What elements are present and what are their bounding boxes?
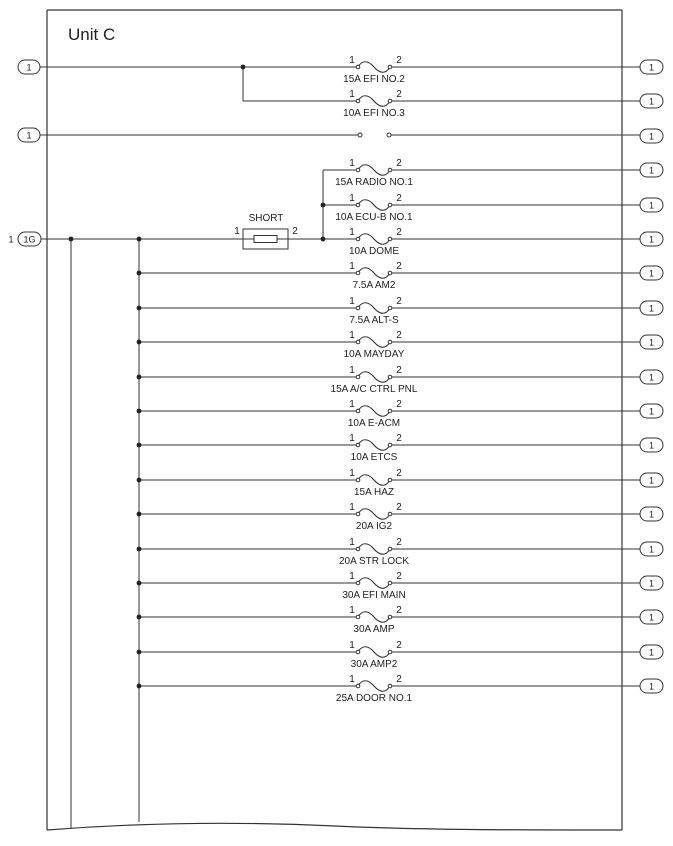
right-connector-label: 1 <box>648 406 655 417</box>
fuse-pin-1: 1 <box>349 55 355 66</box>
fuse-pin-1: 1 <box>349 158 355 169</box>
fuse-terminal <box>356 237 360 241</box>
fuse-pin-2: 2 <box>396 193 402 204</box>
right-connector-label: 1 <box>648 509 655 520</box>
fuse-pin-1: 1 <box>349 261 355 272</box>
main-connector-name: 1G <box>23 234 36 245</box>
right-connector-label: 1 <box>648 131 655 142</box>
fuse-label: 30A AMP2 <box>350 659 398 670</box>
fuse-row <box>343 55 663 85</box>
short-pin-right: 2 <box>292 226 298 237</box>
fuse-terminal <box>356 375 360 379</box>
fuse-terminal <box>356 271 360 275</box>
right-connector <box>640 370 663 384</box>
fuse-terminal <box>388 581 392 585</box>
fuse-terminal <box>356 203 360 207</box>
fuse-label: 10A ECU-B NO.1 <box>335 212 413 223</box>
right-connector <box>640 507 663 521</box>
fuse-terminal <box>388 271 392 275</box>
right-connector-label: 1 <box>648 165 655 176</box>
fuse-terminal <box>356 443 360 447</box>
right-connector <box>640 610 663 624</box>
right-connector-label: 1 <box>648 303 655 314</box>
right-connector <box>640 645 663 659</box>
unit-frame <box>47 10 622 830</box>
fuse-label: 25A DOOR NO.1 <box>335 693 413 704</box>
fuse-pin-2: 2 <box>396 537 402 548</box>
junction-dot <box>137 650 142 655</box>
fuse-pin-2: 2 <box>396 674 402 685</box>
fuse-row <box>335 193 663 223</box>
fuse-pin-2: 2 <box>396 433 402 444</box>
fuse-pin-1: 1 <box>349 296 355 307</box>
fuse-pin-1: 1 <box>349 537 355 548</box>
junction-dot <box>137 512 142 517</box>
junction-dot <box>137 581 142 586</box>
fuse-terminal <box>356 99 360 103</box>
fuse-pin-1: 1 <box>349 640 355 651</box>
fuse-pin-1: 1 <box>349 227 355 238</box>
fuse-terminal <box>388 409 392 413</box>
right-connector-label: 1 <box>648 440 655 451</box>
right-connector-label: 1 <box>648 96 655 107</box>
right-connector <box>640 163 663 177</box>
fuse-row <box>137 399 663 429</box>
right-connector-label: 1 <box>648 681 655 692</box>
short-pin-left: 1 <box>234 226 240 237</box>
fuse-terminal <box>388 237 392 241</box>
fuse-row <box>137 433 663 463</box>
fuse-pin-2: 2 <box>396 571 402 582</box>
fuse-label: 10A EFI NO.3 <box>343 108 405 119</box>
fuse-terminal <box>388 99 392 103</box>
fuse-terminal <box>388 684 392 688</box>
fuse-label: 20A IG2 <box>355 521 393 532</box>
junction-dot <box>137 271 142 276</box>
fuse-terminal <box>356 340 360 344</box>
fuse-label: 10A DOME <box>348 246 400 257</box>
fuse-terminal <box>356 615 360 619</box>
fuse-pin-2: 2 <box>396 640 402 651</box>
junction-dot <box>137 375 142 380</box>
right-connector <box>640 404 663 418</box>
fuse-label: 30A AMP <box>353 624 395 635</box>
fuse-pin-2: 2 <box>396 365 402 376</box>
fuse-pin-1: 1 <box>349 365 355 376</box>
fuse-terminal <box>356 478 360 482</box>
fuse-terminal <box>356 650 360 654</box>
fuse-pin-2: 2 <box>396 468 402 479</box>
fuse-label: 15A RADIO NO.1 <box>335 177 413 188</box>
fuse-terminal <box>388 203 392 207</box>
junction-dot <box>137 340 142 345</box>
fuse-terminal <box>388 306 392 310</box>
junction-dot <box>137 547 142 552</box>
fuse-pin-2: 2 <box>396 227 402 238</box>
right-connector <box>640 60 663 74</box>
right-connector <box>640 576 663 590</box>
fuse-row <box>137 261 663 291</box>
right-connector <box>640 301 663 315</box>
right-connector <box>640 232 663 246</box>
fuse-row <box>137 365 663 395</box>
fuse-row <box>137 640 663 670</box>
fuse-row <box>640 129 663 143</box>
fuse-terminal <box>388 615 392 619</box>
fuse-terminal <box>388 650 392 654</box>
fuse-pin-1: 1 <box>349 330 355 341</box>
fuse-terminal <box>356 168 360 172</box>
junction-dot <box>137 615 142 620</box>
fuse-row <box>137 296 663 326</box>
fuse-terminal <box>356 547 360 551</box>
fuse-terminal <box>388 547 392 551</box>
fuse-terminal <box>388 478 392 482</box>
fuse-row <box>137 330 663 360</box>
right-connector-label: 1 <box>648 647 655 658</box>
right-connector-label: 1 <box>648 337 655 348</box>
right-connector <box>640 94 663 108</box>
fuse-label: 30A EFI MAIN <box>342 590 406 601</box>
junction-dot <box>137 478 142 483</box>
fuse-pin-1: 1 <box>349 433 355 444</box>
right-connector <box>640 129 663 143</box>
fuse-pin-2: 2 <box>396 605 402 616</box>
fuse-terminal <box>356 409 360 413</box>
right-connector-label: 1 <box>648 475 655 486</box>
fuse-pin-2: 2 <box>396 399 402 410</box>
fuse-rows <box>137 55 663 704</box>
fuse-terminal <box>356 306 360 310</box>
fuse-label: 10A ETCS <box>350 452 398 463</box>
fuse-label: 7.5A ALT-S <box>349 315 399 326</box>
fuse-terminal <box>388 512 392 516</box>
fuse-terminal <box>356 684 360 688</box>
right-connector-label: 1 <box>648 234 655 245</box>
fuse-pin-2: 2 <box>396 296 402 307</box>
right-connector-label: 1 <box>648 268 655 279</box>
fuse-row <box>343 89 663 119</box>
fuse-row <box>137 674 663 704</box>
junction-dot <box>137 684 142 689</box>
fuse-terminal <box>388 340 392 344</box>
fuse-pin-1: 1 <box>349 605 355 616</box>
fuse-pin-1: 1 <box>349 468 355 479</box>
right-connector-label: 1 <box>648 544 655 555</box>
right-connector <box>640 266 663 280</box>
fuse-pin-1: 1 <box>349 193 355 204</box>
fuse-terminal <box>356 581 360 585</box>
fuse-terminal <box>388 65 392 69</box>
right-connector <box>640 335 663 349</box>
fuse-label: 7.5A AM2 <box>352 280 396 291</box>
fuse-terminal <box>356 65 360 69</box>
fuse-terminal <box>356 512 360 516</box>
fuse-terminal <box>388 375 392 379</box>
fuse-label: 10A MAYDAY <box>343 349 405 360</box>
fuse-row <box>335 158 663 188</box>
fuse-pin-1: 1 <box>349 674 355 685</box>
fuse-pin-2: 2 <box>396 330 402 341</box>
right-connector-label: 1 <box>648 578 655 589</box>
right-connector-label: 1 <box>648 372 655 383</box>
fuse-pin-2: 2 <box>396 55 402 66</box>
fuse-pin-2: 2 <box>396 158 402 169</box>
right-connector <box>640 473 663 487</box>
junction-dot <box>137 443 142 448</box>
left-connector-label: 1 <box>26 62 32 73</box>
fuse-row <box>349 227 663 257</box>
fuse-label: 15A HAZ <box>353 487 395 498</box>
fuse-pin-1: 1 <box>349 502 355 513</box>
fuse-label: 15A A/C CTRL PNL <box>330 384 418 395</box>
fuse-row <box>137 537 663 567</box>
fuse-pin-1: 1 <box>349 89 355 100</box>
right-connector-label: 1 <box>648 200 655 211</box>
short-pin <box>234 213 298 249</box>
fuse-pin-1: 1 <box>349 571 355 582</box>
fuse-pin-2: 2 <box>396 89 402 100</box>
fuse-terminal <box>388 443 392 447</box>
left-connector <box>18 128 40 142</box>
left-connector-label: 1 <box>26 130 32 141</box>
left-connector <box>18 60 40 74</box>
main-connector-pin: 1 <box>8 234 14 245</box>
fuse-label: 10A E-ACM <box>347 418 401 429</box>
junction-dot <box>137 409 142 414</box>
junction-dot <box>137 306 142 311</box>
right-connector <box>640 542 663 556</box>
unit-title: Unit C <box>68 25 116 44</box>
right-connector-label: 1 <box>648 612 655 623</box>
fuse-terminal <box>388 168 392 172</box>
fuse-pin-2: 2 <box>396 502 402 513</box>
fuse-row <box>137 605 663 635</box>
fuse-row <box>137 468 663 498</box>
fuse-label: 15A EFI NO.2 <box>343 74 405 85</box>
fuse-row <box>137 571 663 601</box>
fuse-pin-1: 1 <box>349 399 355 410</box>
main-connector-1g <box>8 232 41 246</box>
right-connector <box>640 679 663 693</box>
right-connector <box>640 198 663 212</box>
fuse-row <box>137 502 663 532</box>
right-connector-label: 1 <box>648 62 655 73</box>
short-label: SHORT <box>248 213 284 224</box>
right-connector <box>640 438 663 452</box>
fuse-label: 20A STR LOCK <box>338 556 410 567</box>
fuse-pin-2: 2 <box>396 261 402 272</box>
